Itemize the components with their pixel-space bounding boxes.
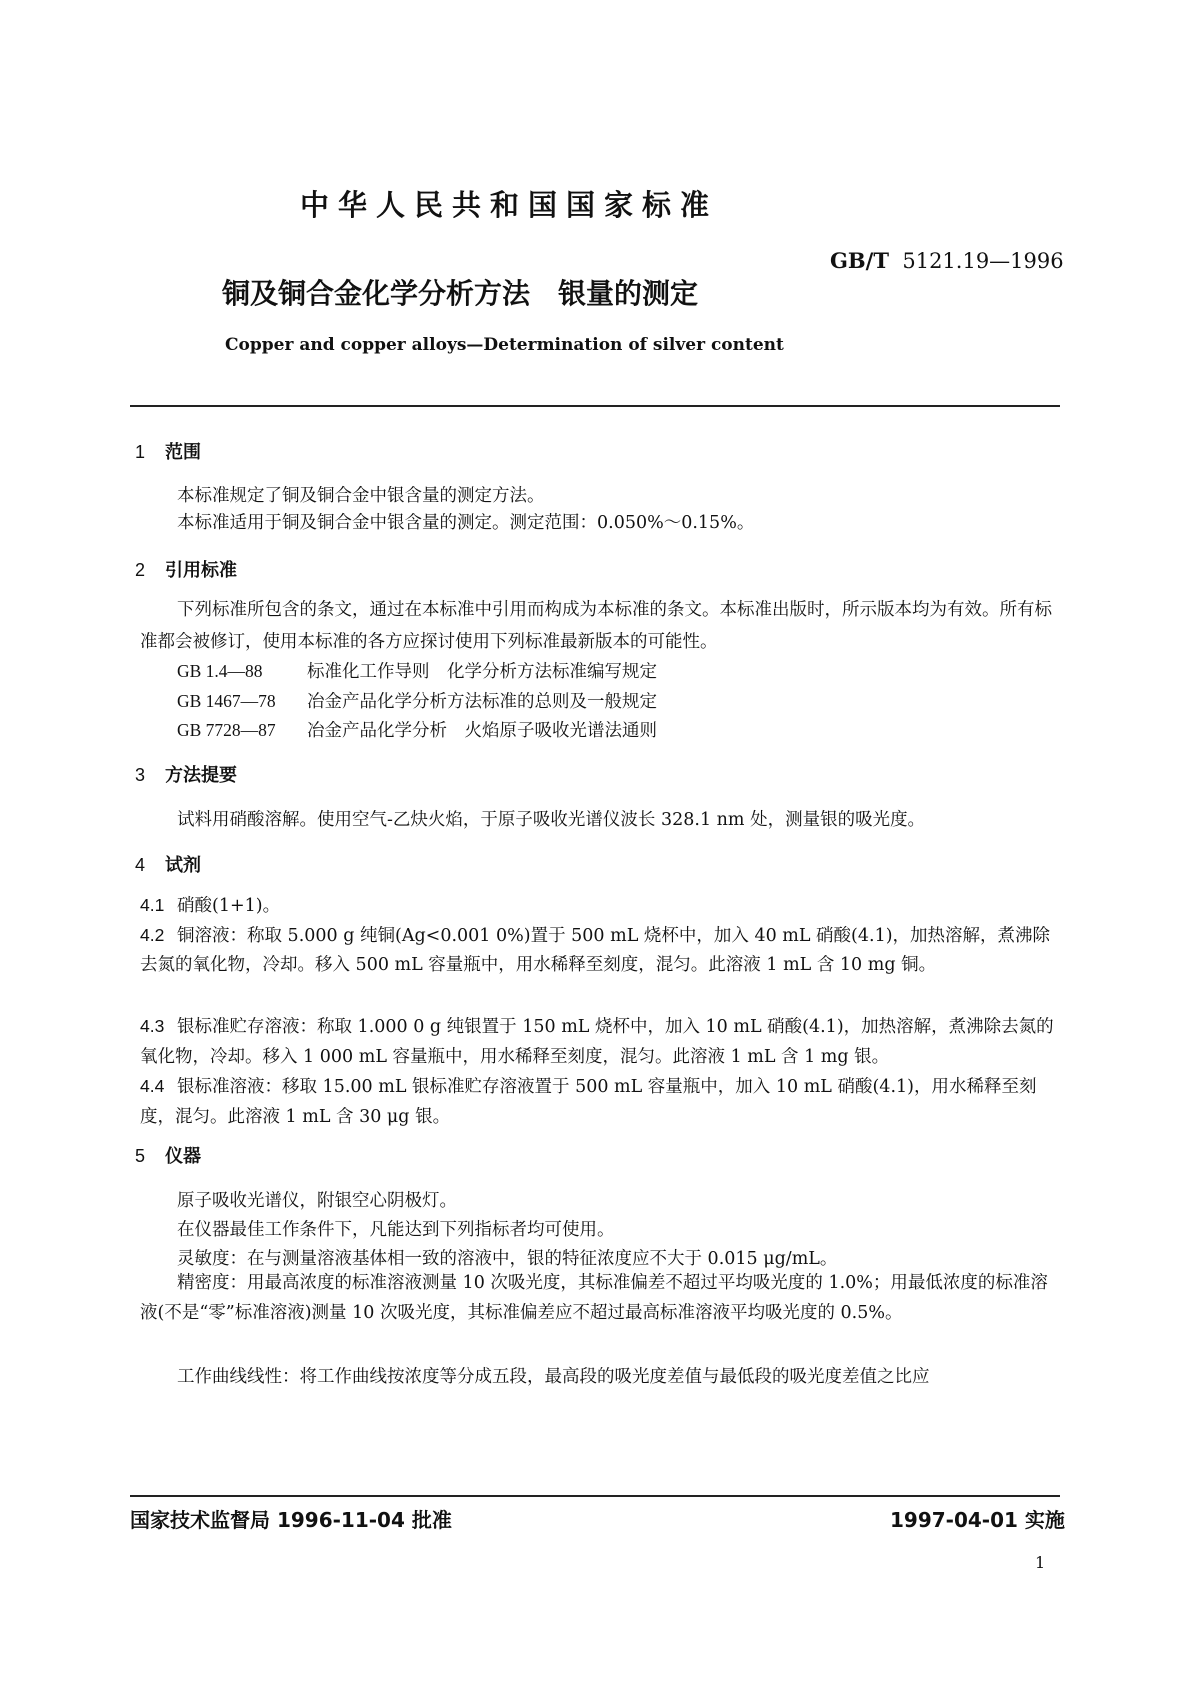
reference-code: GB 1.4—88 [177, 661, 263, 681]
reference-code: GB 7728—87 [177, 720, 276, 740]
section-5-para-3: 灵敏度：在与测量溶液基体相一致的溶液中，银的特征浓度应不大于 0.015 μg/mL。 [177, 1249, 838, 1269]
section-1-para-1: 本标准规定了铜及铜合金中银含量的测定方法。 [177, 486, 545, 506]
section-number: 3 [135, 765, 146, 785]
reference-item [177, 717, 657, 742]
reference-item [177, 688, 657, 713]
document-title-cn: 铜及铜合金化学分析方法 银量的测定 [222, 277, 699, 310]
section-5-heading [135, 1142, 201, 1168]
reference-code: GB 1467—78 [177, 691, 276, 711]
page-number: 1 [1035, 1553, 1046, 1572]
approval-date: 国家技术监督局 1996-11-04 批准 [130, 1508, 452, 1532]
section-5-para-1: 原子吸收光谱仪，附银空心阴极灯。 [177, 1191, 457, 1211]
reference-title: 冶金产品化学分析 火焰原子吸收光谱法通则 [307, 721, 657, 741]
section-title: 试剂 [165, 855, 201, 876]
reagent-item [140, 1011, 1062, 1072]
section-title: 范围 [165, 442, 201, 463]
reagent-number: 4.2 [140, 925, 165, 945]
reagent-text: 硝酸(1+1)。 [177, 896, 281, 916]
document-title-en: Copper and copper alloys—Determination of silver content [225, 335, 784, 355]
reagent-number: 4.4 [140, 1076, 165, 1096]
country-standard-heading: 中华人民共和国国家标准 [300, 188, 719, 222]
section-2-heading [135, 556, 237, 582]
section-5-para-5: 工作曲线线性：将工作曲线按浓度等分成五段，最高段的吸光度差值与最低段的吸光度差值之比应 [177, 1367, 930, 1387]
footer-divider [130, 1495, 1060, 1497]
section-2-para-1: 下列标准所包含的条文，通过在本标准中引用而构成为本标准的条文。本标准出版时，所示版本均为有效。所有标准都会被修订，使用本标准的各方应探讨使用下列标准最新版本的可能性。 [140, 600, 1052, 652]
reagent-text: 银标准溶液：移取 15.00 mL 银标准贮存溶液置于 500 mL 容量瓶中，加入 10 mL 硝酸(4.1)，用水稀释至刻度，混匀。此溶液 1 mL 含 30 μg 银。 [140, 1077, 1037, 1127]
section-5-para-2: 在仪器最佳工作条件下，凡能达到下列指标者均可使用。 [177, 1220, 615, 1240]
section-3-para-1: 试料用硝酸溶解。使用空气-乙炔火焰，于原子吸收光谱仪波长 328.1 nm 处，测量银的吸光度。 [177, 810, 926, 830]
standard-code: 5121.19—1996 [902, 249, 1064, 273]
standard-prefix: GB/T [830, 248, 889, 273]
section-title: 引用标准 [165, 560, 237, 581]
section-number: 5 [135, 1146, 146, 1166]
reference-title: 标准化工作导则 化学分析方法标准编写规定 [307, 662, 657, 682]
section-1-heading [135, 438, 201, 464]
reagent-item [140, 889, 1062, 922]
reagent-item [140, 921, 1062, 980]
reagent-text: 铜溶液：称取 5.000 g 纯铜(Ag<0.001 0%)置于 500 mL 烧杯中，加入 40 mL 硝酸(4.1)，加热溶解，煮沸除去氮的氧化物，冷却。移入 500 mL 容量瓶中，用水稀释至刻度，混匀。此溶液 1 mL 含 10 mg 铜。 [140, 926, 1051, 975]
standard-number [830, 248, 1064, 273]
reference-item [177, 658, 657, 683]
section-title: 仪器 [165, 1146, 201, 1167]
reagent-number: 4.3 [140, 1016, 165, 1036]
reagent-text: 银标准贮存溶液：称取 1.000 0 g 纯银置于 150 mL 烧杯中，加入 10 mL 硝酸(4.1)，加热溶解，煮沸除去氮的氧化物，冷却。移入 1 000 mL 容量瓶中，用水稀释至刻度，混匀。此溶液 1 mL 含 1 mg 银。 [140, 1017, 1054, 1067]
reference-title: 冶金产品化学分析方法标准的总则及一般规定 [307, 692, 657, 712]
section-5-para-4: 精密度：用最高浓度的标准溶液测量 10 次吸光度，其标准偏差不超过平均吸光度的 1.0%；用最低浓度的标准溶液(不是“零”标准溶液)测量 10 次吸光度，其标准偏差应不超过最高标准溶液平均吸光度的 0.5%。 [140, 1273, 1048, 1323]
section-number: 1 [135, 442, 146, 462]
reagent-number: 4.1 [140, 895, 165, 915]
section-3-heading [135, 761, 237, 787]
reagent-item [140, 1071, 1062, 1132]
section-number: 4 [135, 855, 146, 875]
section-4-heading [135, 851, 201, 877]
section-number: 2 [135, 560, 146, 580]
section-1-para-2: 本标准适用于铜及铜合金中银含量的测定。测定范围：0.050%～0.15%。 [177, 513, 755, 533]
implementation-date: 1997-04-01 实施 [890, 1508, 1065, 1532]
header-divider [130, 405, 1060, 407]
section-title: 方法提要 [165, 765, 237, 786]
